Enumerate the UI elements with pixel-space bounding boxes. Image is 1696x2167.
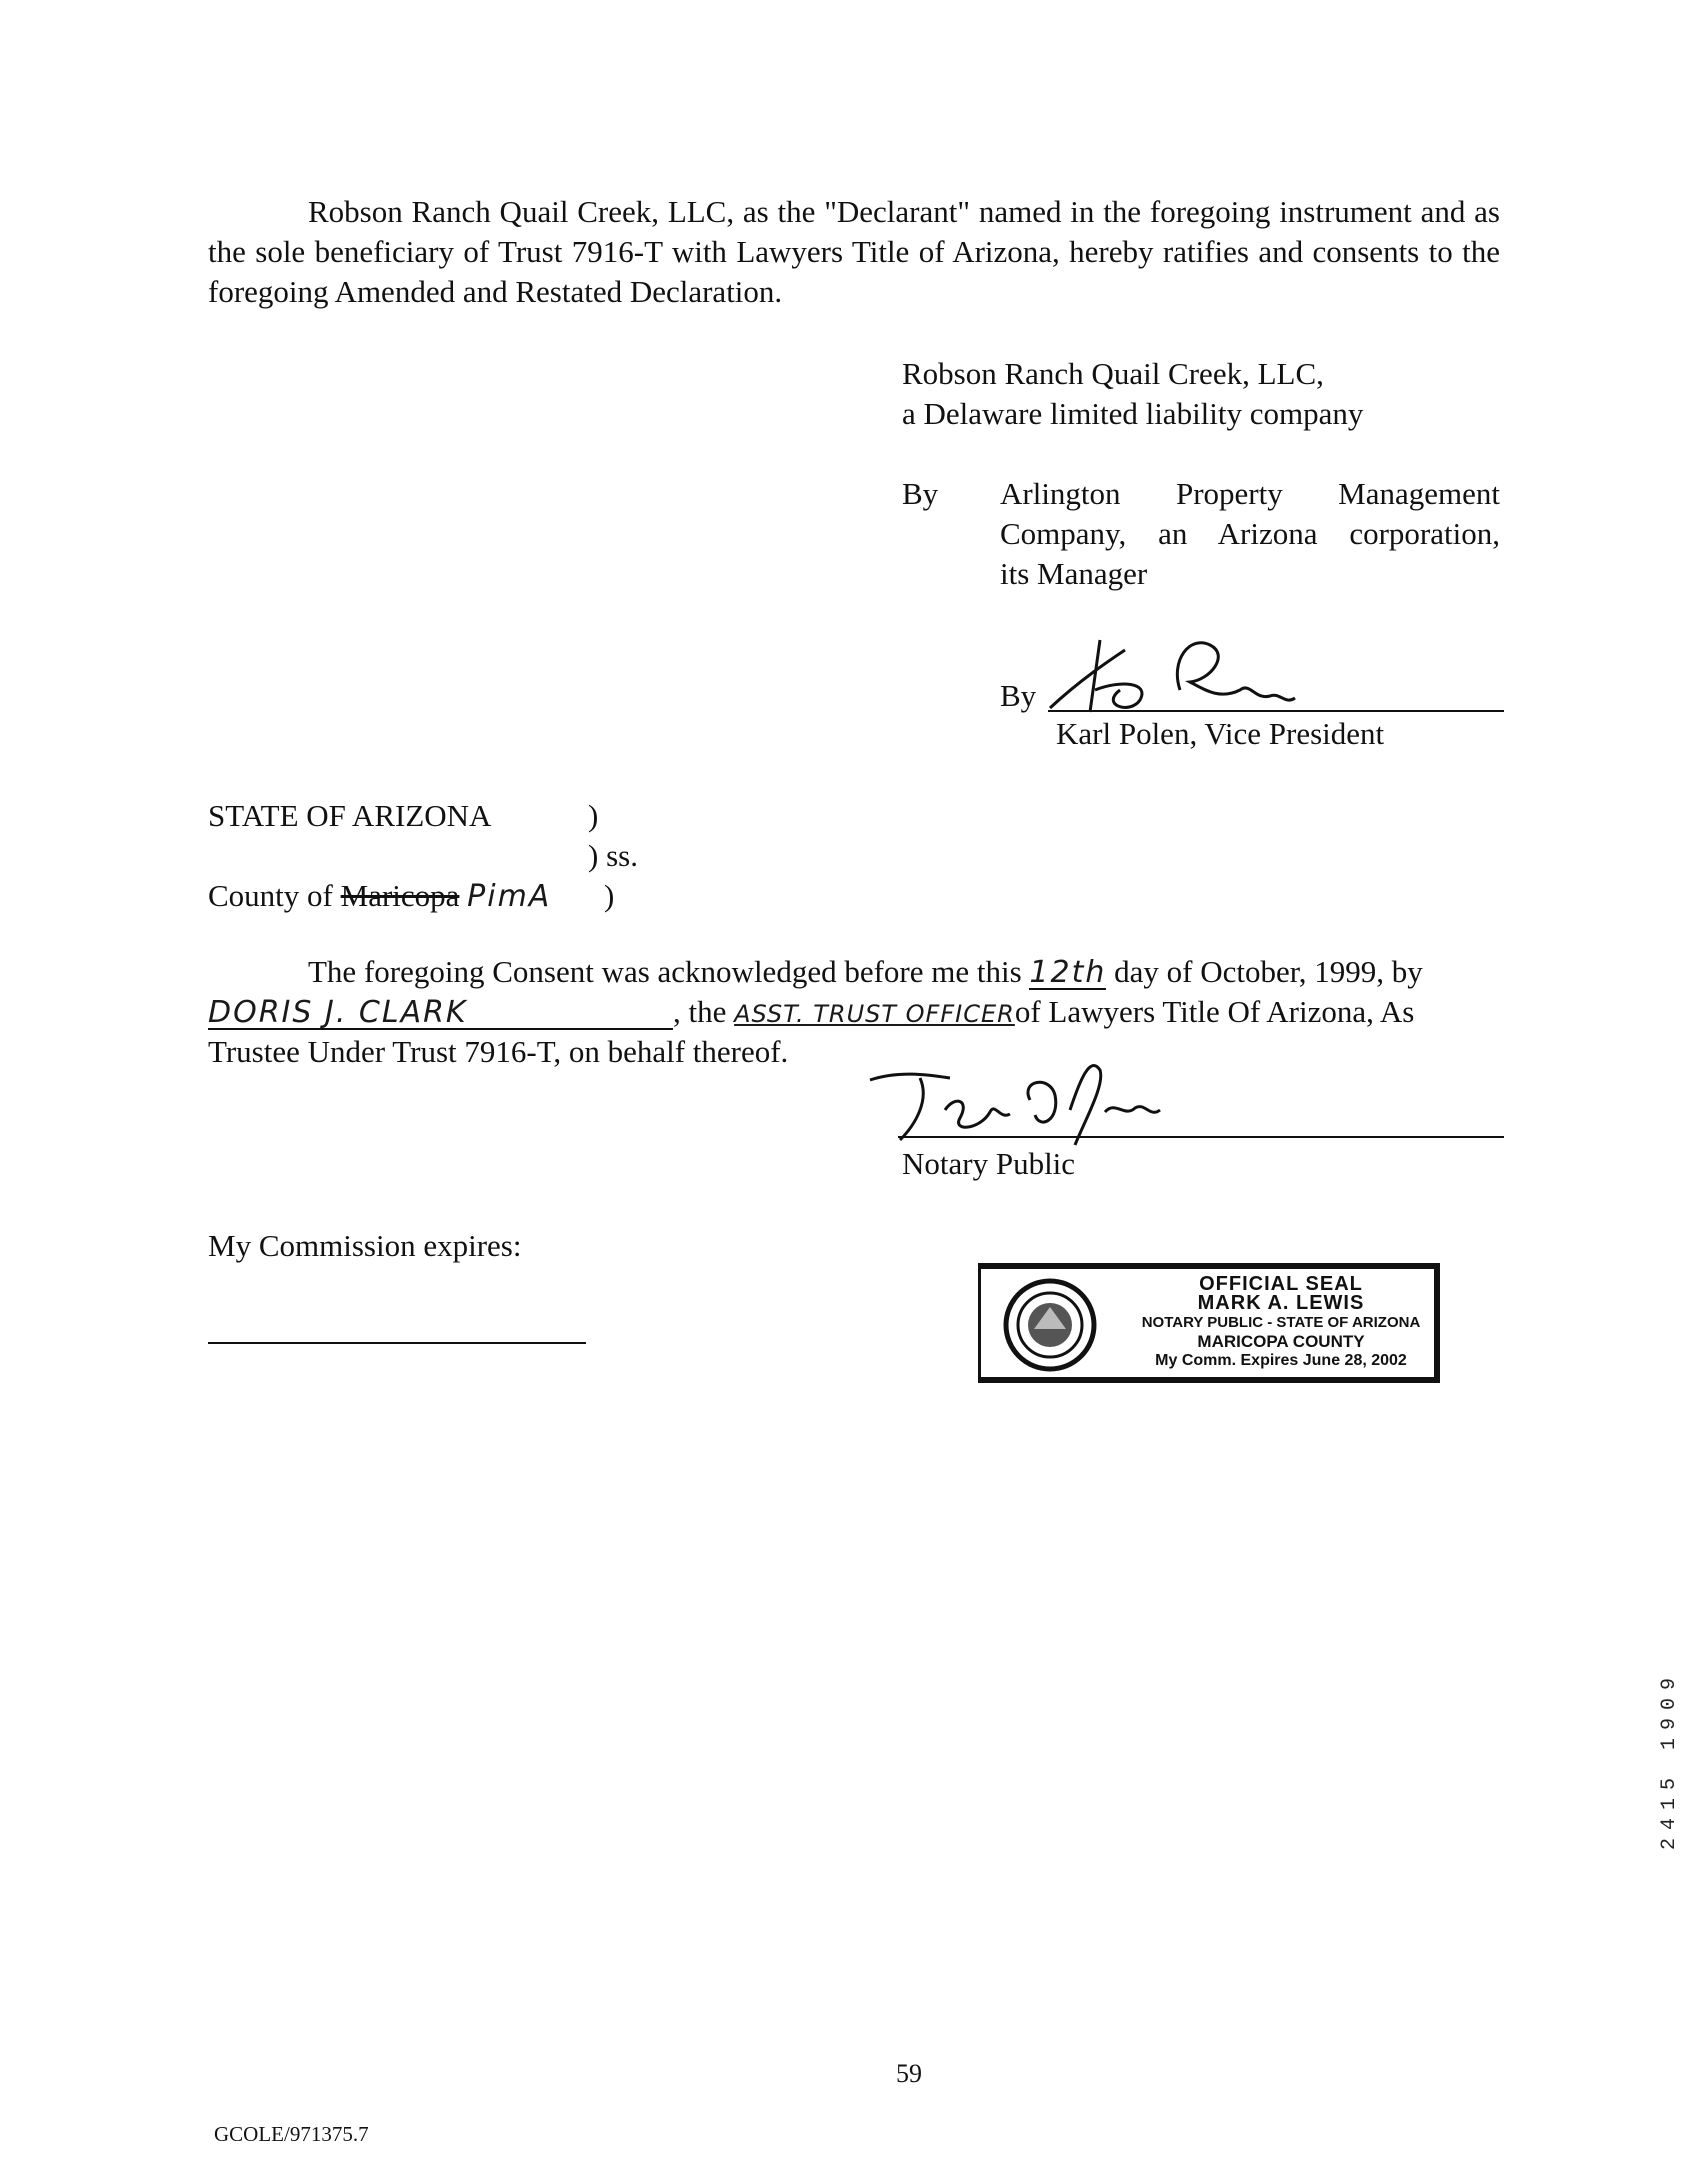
venue-paren-1: )	[588, 798, 599, 833]
notary-signature	[860, 1040, 1180, 1150]
consent-paragraph: Robson Ranch Quail Creek, LLC, as the "Declarant" named in the foregoing instrument and as the sole beneficiary of Trust 7916-T with Lawyers Title of Arizona, hereby ratifies and consents to the foregoing Amended and Restated Declaration.	[208, 194, 1500, 309]
ack-text-c: , the	[673, 994, 727, 1029]
ack-name-handwritten: DORIS J. CLARK	[208, 998, 673, 1030]
notary-line	[898, 1136, 1504, 1138]
side-stamp-text: 2415 1909	[1658, 1669, 1681, 1851]
ack-title-handwritten: ASST. TRUST OFFICER	[734, 1000, 1015, 1028]
seal-line-1: OFFICIAL SEAL	[1199, 1273, 1363, 1295]
county-label: County of	[208, 878, 333, 913]
seal-line-2: MARK A. LEWIS	[1197, 1292, 1365, 1314]
karl-polen-signature	[1040, 620, 1300, 720]
manager-line-2: Company, an Arizona corporation,	[1000, 516, 1500, 551]
signer-name: Karl Polen, Vice President	[1056, 716, 1385, 751]
ack-text-a: The foregoing Consent was acknowledged before me this	[308, 954, 1022, 989]
arizona-seal-icon	[999, 1277, 1101, 1373]
ack-text-d: of Lawyers Title Of Arizona, As	[1014, 994, 1415, 1029]
county-struck: Maricopa	[340, 878, 460, 913]
seal-line-3: NOTARY PUBLIC - STATE OF ARIZONA	[1141, 1314, 1421, 1331]
official-seal-stamp	[978, 1263, 1440, 1383]
page-number: 59	[896, 2059, 922, 2088]
signature-line	[1048, 710, 1504, 712]
seal-line-5: My Comm. Expires June 28, 2002	[1155, 1352, 1407, 1369]
company-name: Robson Ranch Quail Creek, LLC,	[902, 356, 1324, 391]
state-label: STATE OF ARIZONA	[208, 798, 492, 833]
notary-label: Notary Public	[902, 1146, 1076, 1181]
ack-line-2	[208, 992, 1500, 1034]
ack-text-b: day of October, 1999, by	[1114, 954, 1423, 989]
ack-line-3: Trustee Under Trust 7916-T, on behalf thereof.	[208, 1034, 789, 1069]
commission-label: My Commission expires:	[208, 1228, 522, 1263]
manager-line-1: Arlington Property Management	[1000, 476, 1500, 511]
ack-line-1	[308, 952, 1423, 992]
manager-line-3: its Manager	[1000, 556, 1148, 591]
ack-day-handwritten: 12th	[1029, 955, 1107, 990]
venue-paren-3: )	[604, 878, 615, 913]
by-label-2: By	[1000, 678, 1037, 713]
side-recording-stamp	[1660, 1580, 1684, 1920]
company-description: a Delaware limited liability company	[902, 396, 1364, 431]
county-handwritten: PimA	[467, 879, 552, 914]
by-label: By	[902, 476, 939, 511]
commission-line	[208, 1342, 586, 1344]
venue-ss: ) ss.	[588, 838, 638, 873]
county-line	[208, 876, 551, 917]
seal-line-4: MARICOPA COUNTY	[1197, 1332, 1365, 1351]
document-id: GCOLE/971375.7	[214, 2122, 369, 2146]
